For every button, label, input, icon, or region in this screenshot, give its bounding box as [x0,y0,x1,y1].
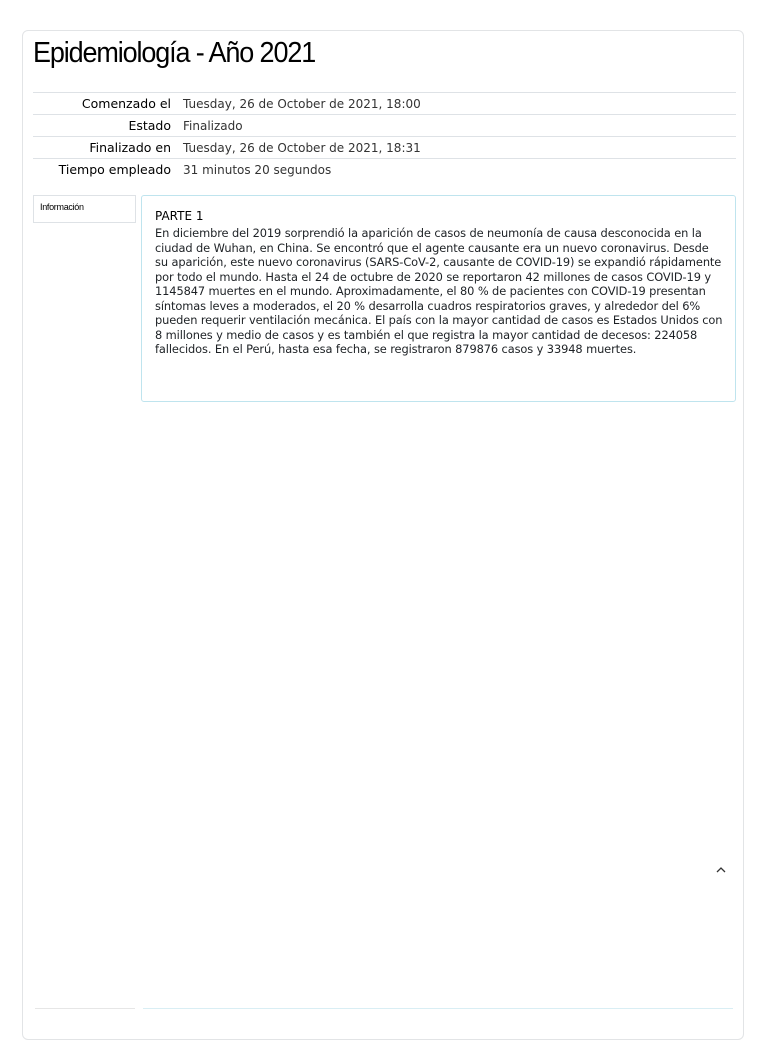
question-text: En diciembre del 2019 sorprendió la aparición de casos de neumonía de causa desconocida en la ciudad de Wuhan, en China. Se encontró que el agente causante era un nuevo coronavirus. Desde su aparición, este nuevo coronavirus (SARS-CoV-2, causante de COVID-19) se expandió rápidamente por todo el mundo. Hasta el 24 de octubre de 2020 se reportaron 42 millones de casos COVID-19 y 1145847 muertes en el mundo. Aproximadamente, el 80 % de pacientes con COVID-19 presentan síntomas leves a moderados, el 20 % desarrolla cuadros respiratorios graves, y alrededor del 6% pueden requerir ventilación mecánica. El país con la mayor cantidad de casos es Estados Unidos con 8 millones y medio de casos y es también el que registra la mayor cantidad de decesos: 224058 fallecidos. En el Perú, hasta esa fecha, se registraron 879876 casos y 33948 muertes. [155,226,723,356]
question-content-box [141,195,736,402]
summary-label: Finalizado en [89,139,171,155]
divider [143,1008,733,1009]
summary-value: Tuesday, 26 de October de 2021, 18:00 [183,96,421,111]
chevron-up-icon[interactable] [713,861,729,877]
summary-row-finished [33,136,736,158]
quiz-review-card [22,30,744,1040]
question-info-box: Información [33,195,136,223]
summary-value: Tuesday, 26 de October de 2021, 18:31 [183,140,421,155]
summary-row-time-taken [33,158,736,180]
summary-row-started [33,92,736,114]
summary-label: Estado [128,117,171,133]
summary-value: Finalizado [183,118,243,133]
chevron-up-icon-graphic [716,866,726,873]
summary-value: 31 minutos 20 segundos [183,162,332,177]
question-title: PARTE 1 [155,209,204,223]
attempt-summary-table [33,92,736,180]
summary-label: Comenzado el [81,95,171,111]
divider [35,1008,135,1009]
page-title: Epidemiología - Año 2021 [33,37,316,69]
summary-row-state [33,114,736,136]
summary-label: Tiempo empleado [58,161,171,177]
